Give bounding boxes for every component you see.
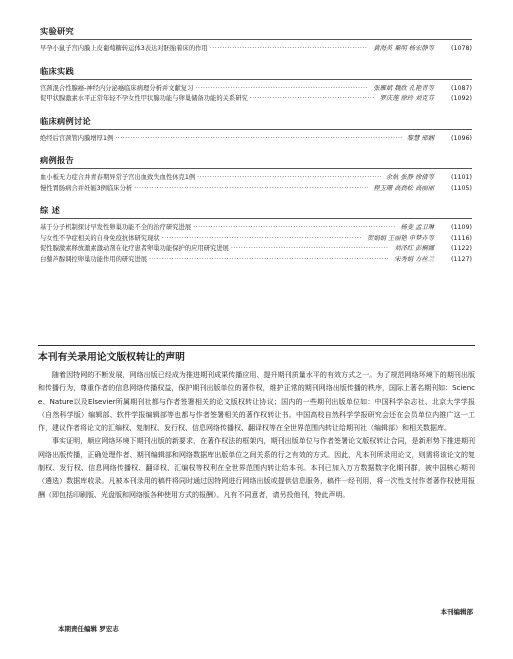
- entry-page: (1109): [451, 224, 472, 231]
- leader-dots: [197, 173, 381, 184]
- toc-entry[interactable]: [40, 134, 472, 145]
- entry-page: (1101): [451, 174, 472, 181]
- entry-title: 宫颈混合性腺癌-神经内分泌癌临床病理分析并文献复习: [40, 84, 194, 92]
- toc-section-case-reports: [40, 155, 472, 194]
- entry-title: 绝经后宫颈管内膜增厚1例: [40, 134, 114, 142]
- entry-page: (1078): [451, 45, 472, 52]
- toc-section-case-discussion: [40, 116, 472, 145]
- leader-dots: [210, 44, 369, 55]
- entry-page: (1116): [451, 234, 472, 242]
- entry-authors: 罗庆莲 徐玲 刘克芬: [379, 95, 434, 102]
- leader-dots: [149, 255, 389, 266]
- article-paragraph: 随着因特网的不断发展，网络出版已经成为推进期刊成果传播应用、提升期刊质量水平的有效方式之一。为了规范网络环境下的期刊出版和传播行为，尊重作者的信息网络传播权益，保护期刊出版单位的著作权，维护正常的期刊网络出版传播的秩序，国际上著名期刊如：Science、Nature以及Elsevier所属期刊社都与作者签署相关的论文版权转让协议；国内的一些期刊出版单位如：中国科学杂志社、北京大学学报（自然科学版）编辑部、软件学报编辑部等也都与作者签署相关的著作权转让书。中国高校自然科学学报研究会还在会员单位内推广这一工作，建议作者将论文的汇编权、复制权、发行权、信息网络传播权、翻译权等在全世界范围内转让给期刊社（编辑部）和相关数据库。: [38, 371, 475, 433]
- table-of-contents: [40, 26, 472, 265]
- section-divider: [38, 345, 475, 346]
- entry-page: (1127): [451, 255, 472, 263]
- toc-entry[interactable]: [40, 84, 472, 95]
- toc-entry[interactable]: [40, 223, 472, 234]
- leader-dots: [115, 134, 402, 145]
- entry-page: (1096): [451, 134, 472, 142]
- entry-authors: 余航 张静 徐倩等: [385, 174, 434, 181]
- entry-page: (1092): [451, 95, 472, 102]
- leader-dots: [162, 234, 362, 245]
- entry-title: 促甲状腺激素水平正常年轻不孕女性甲状腺功能与卵巢储备功能的关系研究: [40, 95, 248, 102]
- toc-section-reviews: [40, 205, 472, 265]
- entry-page: (1105): [451, 184, 472, 192]
- article-paragraph: 事实证明，顺应网络环境下期刊出版的新要求，在著作权法的框架内，期刊出版单位与作者签署论文版权转让合同，是新形势下推进期刊网络出版传播，正确处理作者、期刊编辑部和网络数据库出版单位之间关系的行之有效的方式。因此，凡本刊所录用论文，则需将该论文的复制权、发行权、信息网络传播权、翻译权、汇编权等权利在全世界范围内转让给本刊。本刊已加入万方数据数字化期刊群，被中国核心期刊（遴选）数据库收录。凡被本刊录用的稿件将同时通过因特网进行网络出版或提供信息服务，稿件一经刊用，将一次性支付作者著作权使用报酬（即包括印刷版、光盘版和网络版各种使用方式的报酬）。凡有不同意者，请另投他刊，特此声明。: [38, 437, 475, 499]
- leader-dots: [250, 94, 375, 105]
- entry-title: 血小板无力症合并青春期异常子宫出血致失血性休克1例: [40, 174, 196, 181]
- toc-entry[interactable]: [40, 44, 472, 55]
- leader-dots: [193, 223, 395, 234]
- entry-page: (1087): [451, 84, 472, 92]
- entry-title: 慢性胃肠病合并妊娠3例临床分析: [40, 184, 133, 192]
- leader-dots: [231, 244, 389, 255]
- toc-entry[interactable]: [40, 234, 472, 245]
- entry-title: 基于分子机制探讨早发性卵巢功能不全的治疗研究进展: [40, 224, 192, 231]
- leader-dots: [195, 84, 368, 95]
- responsible-editor: 本期责任编辑 罗宏志: [58, 625, 119, 633]
- toc-entry[interactable]: [40, 173, 472, 184]
- entry-authors: 宋秀娟 方丝兰: [394, 255, 434, 263]
- section-title: 临床病例讨论: [40, 116, 472, 130]
- article-title: 本刊有关录用论文版权转让的声明: [38, 352, 185, 363]
- toc-entry[interactable]: [40, 94, 472, 105]
- section-title: 实验研究: [40, 26, 472, 40]
- entry-authors: 黄海英 粟明 杨宏静等: [373, 45, 434, 52]
- entry-page: (1122): [451, 245, 472, 252]
- entry-title: 早孕小鼠子宫内膜上皮葡萄糖转运体3表达对胚胎着床的作用: [40, 45, 208, 52]
- editorial-signature: 本刊编辑部: [440, 608, 473, 616]
- copyright-statement: [38, 351, 475, 502]
- entry-title: 促性腺激素释放激素激动剂在化疗患者卵巢功能保护的应用研究进展: [40, 245, 229, 252]
- entry-title: 与女性不孕症相关的自身免疫抗体研究现状: [40, 234, 160, 242]
- entry-authors: 程玉珊 高劲松 高丽丽: [373, 184, 434, 192]
- toc-entry[interactable]: [40, 244, 472, 255]
- entry-authors: 贺娟娟 王丽艳 申梦卉等: [367, 234, 434, 242]
- entry-authors: 杨斐 孟卫琳: [400, 224, 434, 231]
- section-title: 综 述: [40, 205, 472, 219]
- leader-dots: [134, 184, 368, 195]
- toc-section-experimental: [40, 26, 472, 55]
- section-title: 临床实践: [40, 66, 472, 80]
- toc-entry[interactable]: [40, 255, 472, 266]
- entry-authors: 刘泽红 彭桐娜: [394, 245, 434, 252]
- entry-title: 白藜芦醇调控卵巢功能作用的研究进展: [40, 255, 148, 263]
- entry-authors: 黎慧 邢娴: [406, 134, 434, 142]
- entry-authors: 张雁斌 魏欣 孔艳青等: [373, 84, 434, 92]
- toc-entry[interactable]: [40, 184, 472, 195]
- toc-section-clinical-practice: [40, 66, 472, 105]
- section-title: 病例报告: [40, 155, 472, 169]
